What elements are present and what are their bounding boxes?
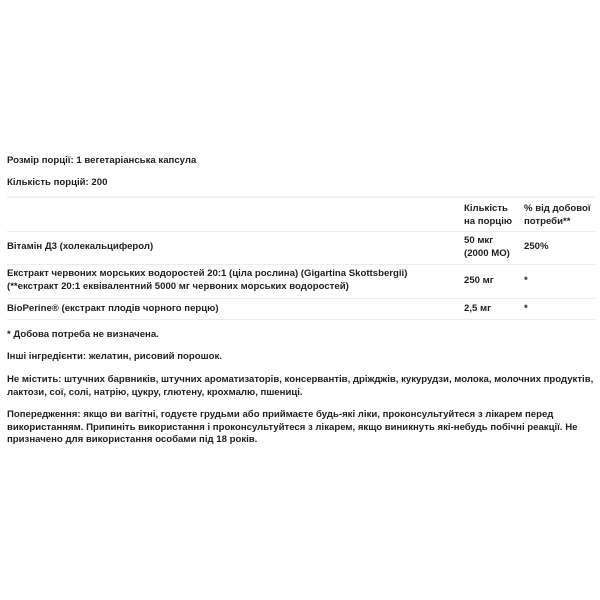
servings-count: Кількість порцій: 200 xyxy=(7,177,108,188)
ingredient-name: Екстракт червоних морських водоростей 20:1 (ціла рослина) (Gigartina Skottsbergii) (**екстракт 20:1 еквівалентний 5000 мг червоних морських водоростей) xyxy=(7,268,408,292)
divider xyxy=(7,264,595,265)
other-ingredients: Інші інгредієнти: желатин, рисовий порошок. xyxy=(7,351,222,362)
ingredient-daily-value: * xyxy=(524,303,528,314)
ingredient-name: Вітамін Д3 (холекальциферол) xyxy=(7,241,154,252)
ingredient-amount: 50 мкг (2000 МО) xyxy=(464,235,510,259)
dv-footnote: * Добова потреба не визначена. xyxy=(7,329,159,340)
divider xyxy=(7,319,595,320)
ingredient-amount: 250 мг xyxy=(464,275,494,286)
ingredient-amount: 2,5 мг xyxy=(464,303,492,314)
ingredient-daily-value: 250% xyxy=(524,241,549,252)
ingredient-name: BioPerine® (екстракт плодів чорного перцю) xyxy=(7,303,219,314)
column-header-daily-value: % від добової потреби** xyxy=(524,203,591,227)
divider xyxy=(7,196,595,198)
divider xyxy=(7,231,595,232)
warning: Попередження: якщо ви вагітні, годуєте грудьми або приймаєте будь-які ліки, проконсультуйтеся з лікарем перед використанням. Припиніть використання і проконсультуйтеся з лікарем, якщо виникнуть які-небудь побічні реакції. Не призначено для використання особами під 18 років. xyxy=(7,409,578,445)
column-header-amount: Кількість на порцію xyxy=(464,203,513,227)
divider xyxy=(7,298,595,299)
does-not-contain: Не містить: штучних барвників, штучних ароматизаторів, консервантів, дріжджів, кукурудзи, молока, молочних продуктів, лактози, сої, солі, натрію, цукру, глютену, крохмалю, пшениці. xyxy=(7,374,594,398)
ingredient-daily-value: * xyxy=(524,275,528,286)
serving-size: Розмір порції: 1 вегетаріанська капсула xyxy=(7,155,197,166)
